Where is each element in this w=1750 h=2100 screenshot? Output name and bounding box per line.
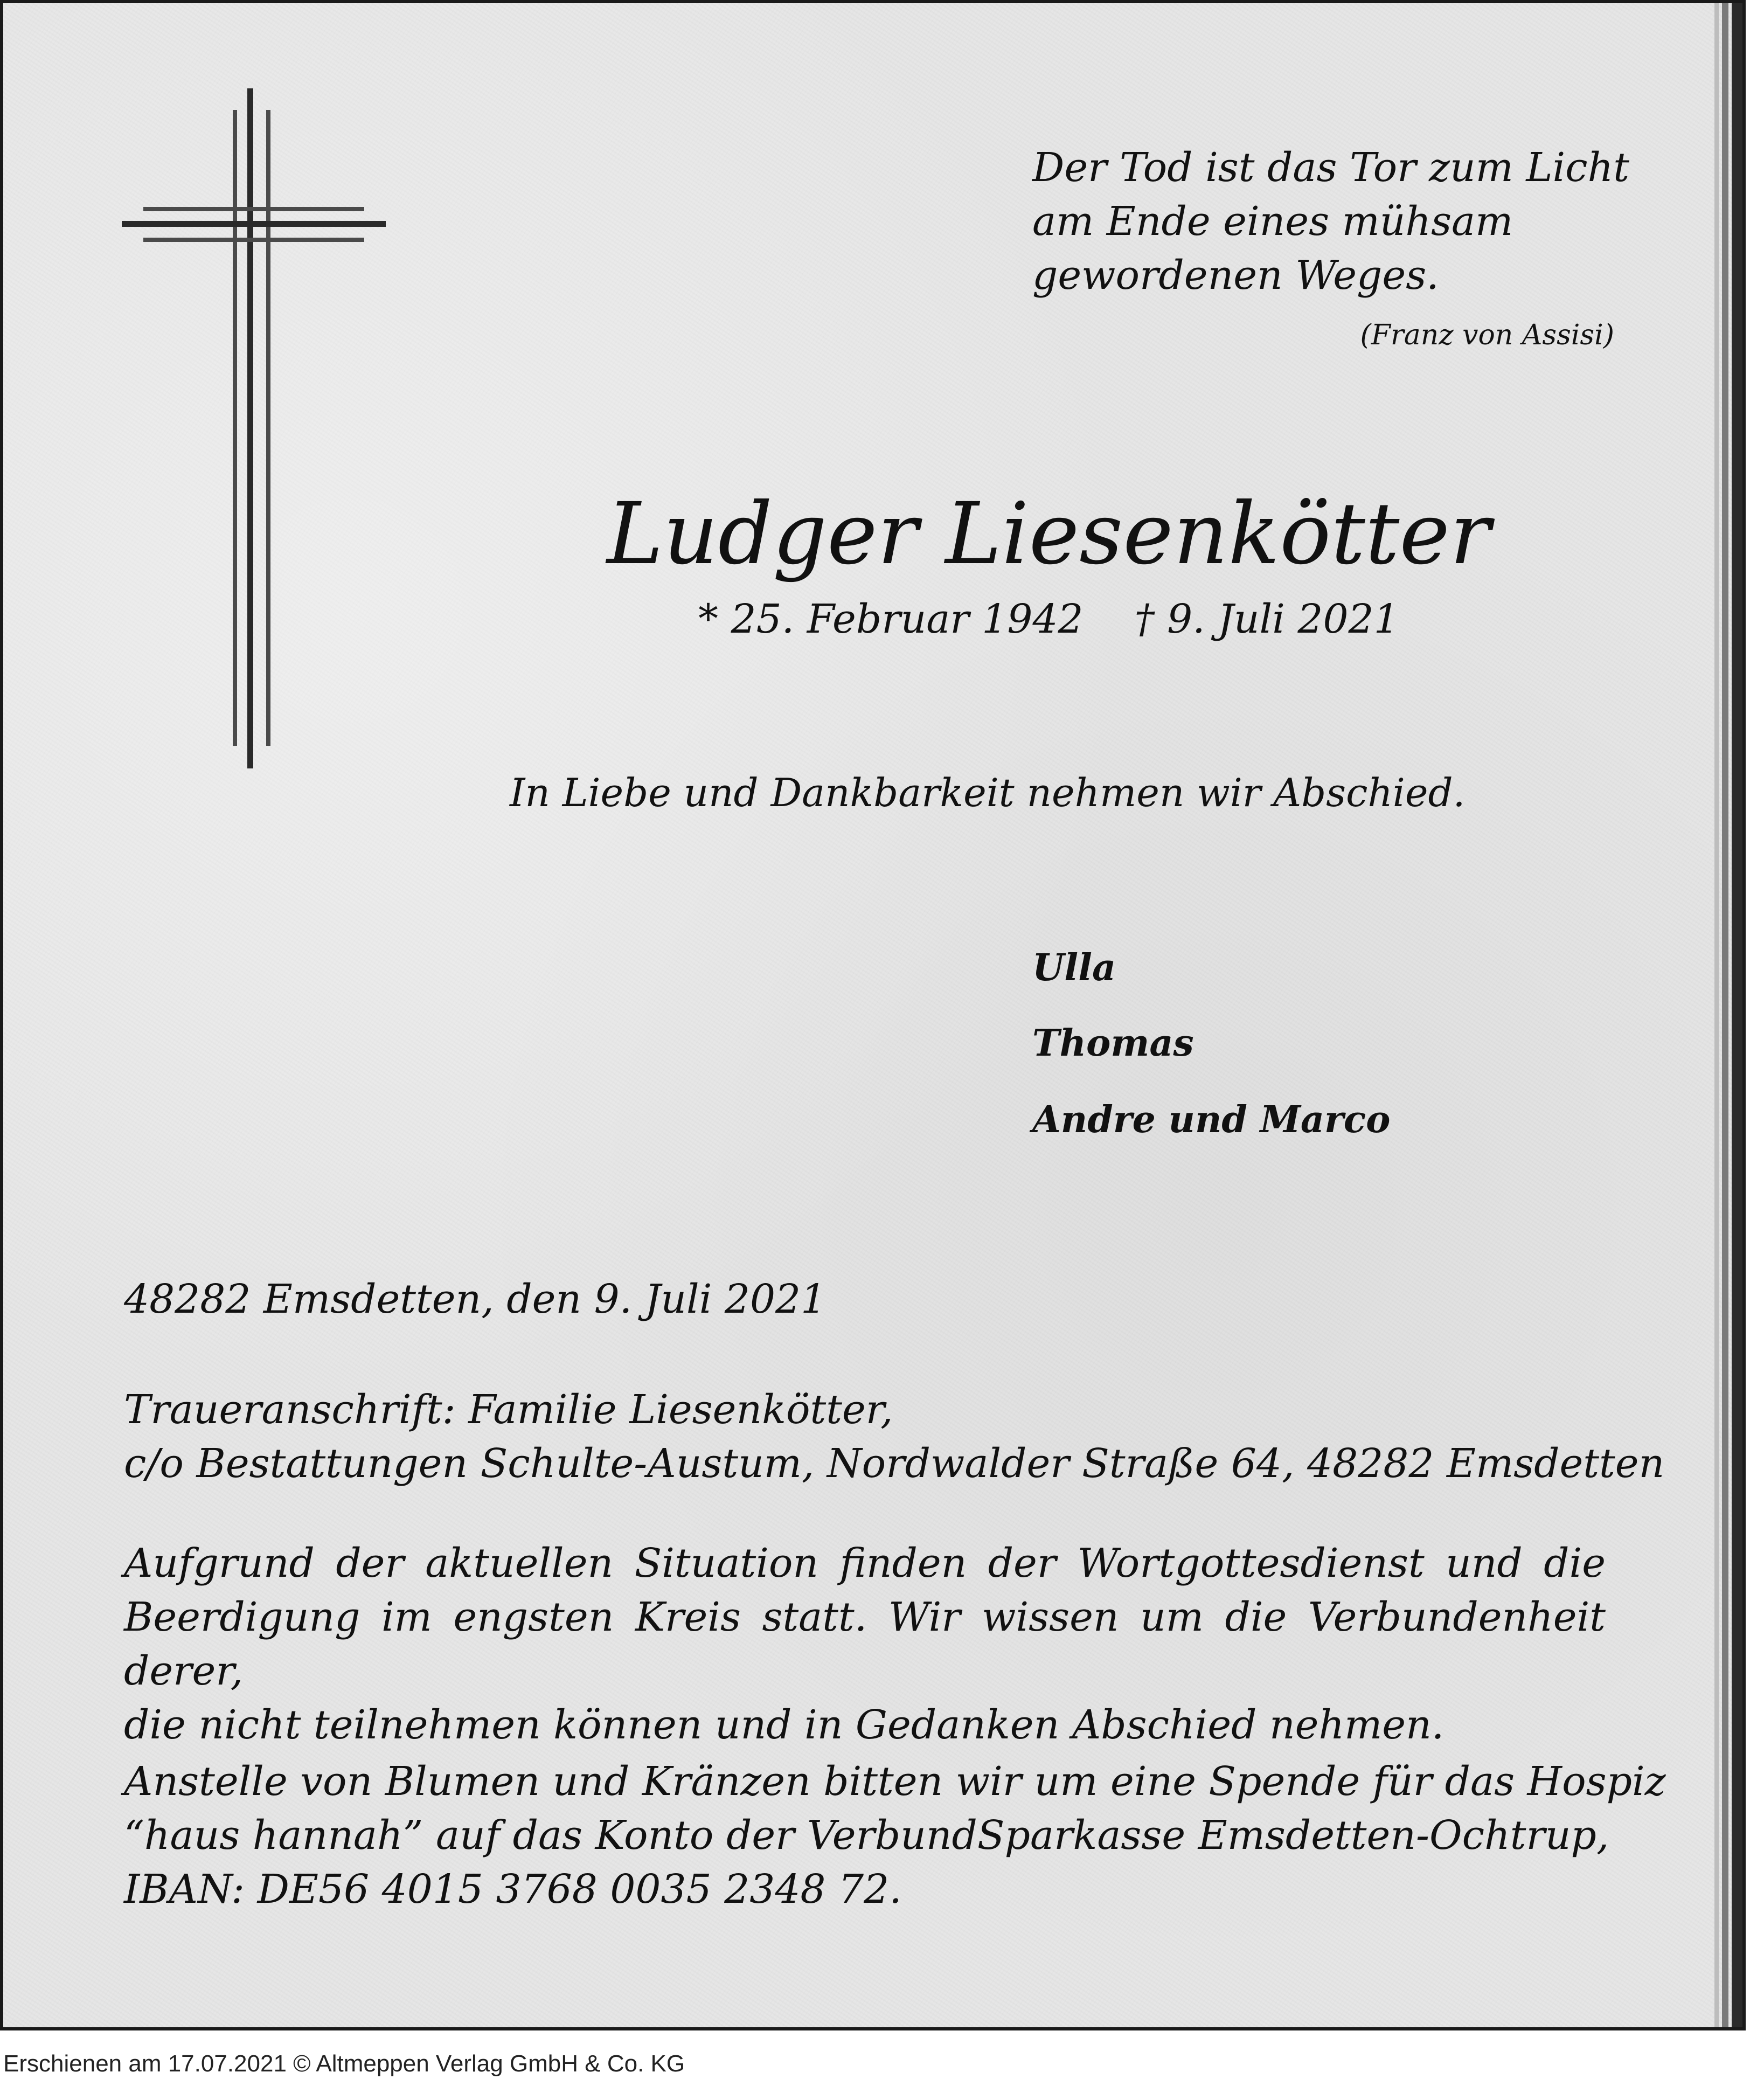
mourning-address-line: c/o Bestattungen Schulte-Austum, Nordwalder Straße 64, 48282 Emsdetten xyxy=(124,1440,1665,1487)
quote-line: am Ende eines mühsam xyxy=(1032,198,1513,245)
paragraph-line: “haus hannah” auf das Konto der VerbundSparkasse Emsdetten-Ochtrup, xyxy=(124,1812,1609,1859)
death-date: † 9. Juli 2021 xyxy=(1134,596,1399,642)
donation-paragraph xyxy=(124,1755,1666,1916)
place-date: 48282 Emsdetten, den 9. Juli 2021 xyxy=(124,1276,827,1322)
quote-line: Der Tod ist das Tor zum Licht xyxy=(1032,144,1630,191)
edge-stripe-mid xyxy=(1722,3,1728,2027)
life-dates xyxy=(698,596,1399,642)
mourning-address-line: Traueranschrift: Familie Liesenkötter, xyxy=(124,1387,893,1433)
cross-icon xyxy=(122,88,386,768)
mourner-name: Andre und Marco xyxy=(1032,1098,1391,1141)
farewell-line: In Liebe und Dankbarkeit nehmen wir Abschied. xyxy=(510,770,1466,815)
paragraph-line: Beerdigung im engsten Kreis statt. Wir wissen um die Verbundenheit derer, xyxy=(124,1594,1606,1694)
funeral-info-paragraph xyxy=(124,1536,1606,1752)
mourner-name: Ulla xyxy=(1032,946,1116,989)
edge-stripe-light xyxy=(1714,3,1719,2027)
paragraph-line: IBAN: DE56 4015 3768 0035 2348 72. xyxy=(124,1866,902,1912)
edge-stripe-dark xyxy=(1732,3,1742,2027)
quote xyxy=(1032,141,1636,302)
quote-author: (Franz von Assisi) xyxy=(1360,319,1614,351)
birth-date: * 25. Februar 1942 xyxy=(698,596,1084,642)
paragraph-line: die nicht teilnehmen können und in Gedanken Abschied nehmen. xyxy=(124,1702,1445,1748)
publication-footer: Erschienen am 17.07.2021 © Altmeppen Verlag GmbH & Co. KG xyxy=(3,2050,685,2077)
paragraph-line: Aufgrund der aktuellen Situation finden der Wortgottesdienst und die xyxy=(124,1540,1606,1586)
mourner-name: Thomas xyxy=(1032,1022,1194,1065)
quote-line: gewordenen Weges. xyxy=(1032,252,1439,299)
paragraph-line: Anstelle von Blumen und Kränzen bitten wir um eine Spende für das Hospiz xyxy=(124,1758,1666,1805)
deceased-name: Ludger Liesenkötter xyxy=(607,484,1491,584)
